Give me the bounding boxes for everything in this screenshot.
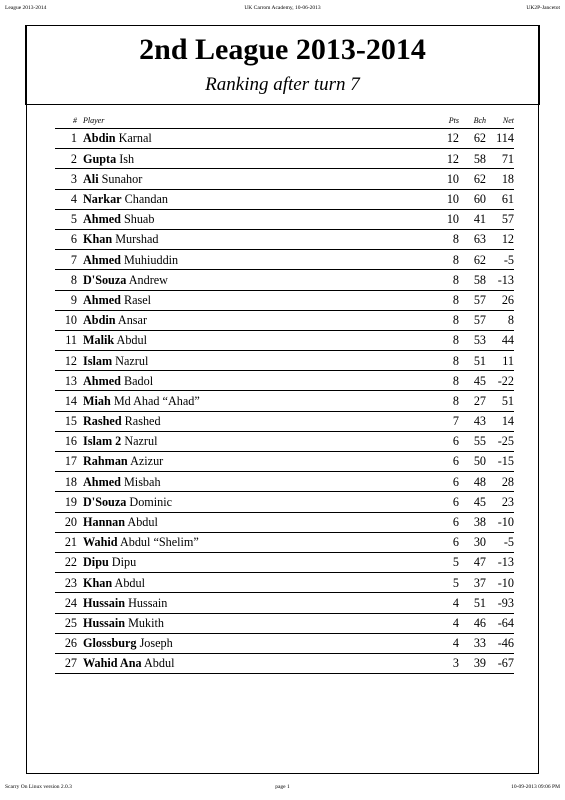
rank-cell: 19	[55, 492, 80, 512]
player-given-name: Hussain	[128, 595, 168, 610]
player-cell	[80, 229, 433, 249]
player-surname: Hussain	[83, 615, 126, 630]
pts-cell: 7	[433, 411, 459, 431]
table-row	[55, 411, 514, 431]
player-given-name: Joseph	[139, 636, 173, 651]
player-surname: Ali	[83, 171, 99, 186]
page-title: 2nd League 2013-2014	[139, 33, 426, 66]
player-given-name: Shuab	[123, 212, 155, 227]
table-row	[55, 209, 514, 229]
net-cell: -15	[486, 452, 514, 472]
table-row	[55, 169, 514, 189]
rank-cell: 1	[55, 129, 80, 149]
net-cell: 114	[486, 129, 514, 149]
player-cell	[80, 573, 433, 593]
pts-cell: 8	[433, 270, 459, 290]
header-right: UK2P-Jancetot	[526, 5, 560, 11]
player-cell	[80, 351, 433, 371]
table-row	[55, 270, 514, 290]
player-given-name: Mukith	[128, 615, 164, 630]
player-cell	[80, 391, 433, 411]
net-cell: 44	[486, 330, 514, 350]
bch-cell: 51	[459, 593, 486, 613]
bch-cell: 37	[459, 573, 486, 593]
table-row	[55, 229, 514, 249]
player-given-name: Azizur	[130, 454, 164, 469]
pts-cell: 6	[433, 492, 459, 512]
table-row	[55, 573, 514, 593]
net-cell: -46	[486, 633, 514, 653]
table-row	[55, 290, 514, 310]
player-given-name: Misbah	[123, 474, 161, 489]
bch-cell: 45	[459, 492, 486, 512]
pts-cell: 5	[433, 552, 459, 572]
player-cell	[80, 330, 433, 350]
footer-left: Scarry On Linux version 2.0.3	[5, 784, 72, 790]
bch-cell: 62	[459, 129, 486, 149]
rank-cell: 6	[55, 229, 80, 249]
player-cell	[80, 189, 433, 209]
player-given-name: Abdul	[143, 656, 175, 671]
bch-cell: 48	[459, 472, 486, 492]
bch-cell: 39	[459, 653, 486, 673]
bch-cell: 58	[459, 270, 486, 290]
player-surname: Rashed	[83, 414, 122, 429]
player-surname: Ahmed	[83, 292, 121, 307]
rank-cell: 16	[55, 431, 80, 451]
rank-cell: 8	[55, 270, 80, 290]
table-row	[55, 431, 514, 451]
player-surname: Rahman	[83, 454, 128, 469]
player-surname: Ahmed	[83, 252, 121, 267]
table-header-row	[55, 112, 514, 129]
pts-cell: 10	[433, 209, 459, 229]
table-row	[55, 613, 514, 633]
net-cell: -10	[486, 573, 514, 593]
column-header-bch: Bch	[459, 112, 486, 129]
player-given-name: Md Ahad “Ahad”	[113, 393, 200, 408]
player-given-name: Dominic	[129, 494, 173, 509]
player-cell	[80, 512, 433, 532]
bch-cell: 62	[459, 250, 486, 270]
player-given-name: Ansar	[117, 313, 148, 328]
bch-cell: 43	[459, 411, 486, 431]
pts-cell: 8	[433, 371, 459, 391]
net-cell: 12	[486, 229, 514, 249]
bch-cell: 62	[459, 169, 486, 189]
rank-cell: 12	[55, 351, 80, 371]
bch-cell: 38	[459, 512, 486, 532]
net-cell: 28	[486, 472, 514, 492]
net-cell: 26	[486, 290, 514, 310]
rank-cell: 21	[55, 532, 80, 552]
player-surname: Malik	[83, 333, 115, 348]
net-cell: -5	[486, 250, 514, 270]
net-cell: -67	[486, 653, 514, 673]
rank-cell: 18	[55, 472, 80, 492]
table-row	[55, 330, 514, 350]
player-cell	[80, 250, 433, 270]
table-row	[55, 633, 514, 653]
player-given-name: Muhiuddin	[123, 252, 179, 267]
rank-cell: 13	[55, 371, 80, 391]
column-header-rank: #	[55, 112, 80, 129]
bch-cell: 41	[459, 209, 486, 229]
rank-cell: 22	[55, 552, 80, 572]
player-given-name: Ish	[119, 151, 135, 166]
bch-cell: 50	[459, 452, 486, 472]
table-row	[55, 391, 514, 411]
pts-cell: 8	[433, 310, 459, 330]
player-surname: Gupta	[83, 151, 117, 166]
net-cell: 11	[486, 351, 514, 371]
player-surname: Abdin	[83, 131, 116, 146]
bch-cell: 30	[459, 532, 486, 552]
pts-cell: 4	[433, 613, 459, 633]
rank-cell: 20	[55, 512, 80, 532]
column-header-player: Player	[80, 112, 433, 129]
rank-cell: 3	[55, 169, 80, 189]
pts-cell: 10	[433, 189, 459, 209]
rank-cell: 4	[55, 189, 80, 209]
ranking-table-body	[55, 129, 514, 674]
bch-cell: 51	[459, 351, 486, 371]
pts-cell: 6	[433, 532, 459, 552]
player-cell	[80, 129, 433, 149]
player-given-name: Abdul	[116, 333, 147, 348]
player-surname: Miah	[83, 393, 111, 408]
player-given-name: Nazrul	[124, 434, 158, 449]
table-row	[55, 532, 514, 552]
player-cell	[80, 532, 433, 552]
player-cell	[80, 492, 433, 512]
pts-cell: 5	[433, 573, 459, 593]
player-given-name: Nazrul	[115, 353, 149, 368]
table-row	[55, 472, 514, 492]
rank-cell: 23	[55, 573, 80, 593]
table-row	[55, 452, 514, 472]
player-surname: Wahid Ana	[83, 656, 142, 671]
pts-cell: 8	[433, 351, 459, 371]
footer-right: 10-09-2013 09:06 PM	[511, 784, 560, 790]
net-cell: 51	[486, 391, 514, 411]
player-cell	[80, 371, 433, 391]
player-given-name: Karnal	[118, 131, 152, 146]
player-cell	[80, 593, 433, 613]
player-surname: Islam 2	[83, 434, 122, 449]
rank-cell: 24	[55, 593, 80, 613]
player-cell	[80, 653, 433, 673]
pts-cell: 12	[433, 129, 459, 149]
player-cell	[80, 169, 433, 189]
net-cell: -25	[486, 431, 514, 451]
table-row	[55, 492, 514, 512]
bch-cell: 46	[459, 613, 486, 633]
player-given-name: Rashed	[124, 414, 161, 429]
bch-cell: 55	[459, 431, 486, 451]
column-header-net: Net	[486, 112, 514, 129]
player-cell	[80, 149, 433, 169]
rank-cell: 9	[55, 290, 80, 310]
player-given-name: Rasel	[123, 292, 152, 307]
net-cell: 71	[486, 149, 514, 169]
rank-cell: 27	[55, 653, 80, 673]
rank-cell: 5	[55, 209, 80, 229]
rank-cell: 15	[55, 411, 80, 431]
player-given-name: Dipu	[111, 555, 137, 570]
player-surname: Narkar	[83, 192, 122, 207]
column-header-pts: Pts	[433, 112, 459, 129]
player-given-name: Badol	[123, 373, 154, 388]
player-surname: Glossburg	[83, 636, 137, 651]
bch-cell: 27	[459, 391, 486, 411]
player-cell	[80, 310, 433, 330]
rank-cell: 10	[55, 310, 80, 330]
player-surname: D'Souza	[83, 494, 127, 509]
player-given-name: Sunahor	[101, 171, 143, 186]
table-row	[55, 593, 514, 613]
rank-cell: 11	[55, 330, 80, 350]
player-surname: Ahmed	[83, 212, 121, 227]
header-left: League 2013-2014	[5, 5, 47, 11]
player-cell	[80, 270, 433, 290]
table-row	[55, 250, 514, 270]
net-cell: -22	[486, 371, 514, 391]
table-row	[55, 189, 514, 209]
bch-cell: 58	[459, 149, 486, 169]
player-surname: Khan	[83, 232, 113, 247]
net-cell: -5	[486, 532, 514, 552]
bch-cell: 60	[459, 189, 486, 209]
player-given-name: Abdul “Shelim”	[119, 535, 199, 550]
bch-cell: 33	[459, 633, 486, 653]
player-surname: Hannan	[83, 515, 126, 530]
pts-cell: 6	[433, 472, 459, 492]
table-row	[55, 552, 514, 572]
net-cell: 8	[486, 310, 514, 330]
table-row	[55, 653, 514, 673]
player-surname: Dipu	[83, 555, 109, 570]
player-cell	[80, 633, 433, 653]
player-given-name: Andrew	[128, 272, 168, 287]
player-surname: D'Souza	[83, 272, 127, 287]
player-cell	[80, 613, 433, 633]
player-cell	[80, 431, 433, 451]
net-cell: -10	[486, 512, 514, 532]
table-row	[55, 371, 514, 391]
pts-cell: 6	[433, 431, 459, 451]
player-surname: Abdin	[83, 313, 116, 328]
player-surname: Khan	[83, 575, 113, 590]
pts-cell: 8	[433, 391, 459, 411]
bch-cell: 57	[459, 310, 486, 330]
title-box	[25, 25, 540, 105]
pts-cell: 4	[433, 633, 459, 653]
bch-cell: 63	[459, 229, 486, 249]
player-given-name: Abdul	[114, 575, 145, 590]
bch-cell: 45	[459, 371, 486, 391]
pts-cell: 4	[433, 593, 459, 613]
player-surname: Islam	[83, 353, 113, 368]
pts-cell: 8	[433, 229, 459, 249]
rank-cell: 14	[55, 391, 80, 411]
pts-cell: 6	[433, 512, 459, 532]
footer-page-number: page 1	[275, 784, 290, 790]
player-surname: Hussain	[83, 595, 126, 610]
pts-cell: 10	[433, 169, 459, 189]
player-given-name: Murshad	[115, 232, 159, 247]
pts-cell: 12	[433, 149, 459, 169]
table-row	[55, 512, 514, 532]
rank-cell: 25	[55, 613, 80, 633]
net-cell: -13	[486, 552, 514, 572]
player-cell	[80, 472, 433, 492]
rank-cell: 26	[55, 633, 80, 653]
pts-cell: 8	[433, 290, 459, 310]
header-center: UK Carrom Academy, 10-06-2013	[244, 5, 321, 11]
rank-cell: 7	[55, 250, 80, 270]
table-row	[55, 129, 514, 149]
player-cell	[80, 209, 433, 229]
net-cell: 23	[486, 492, 514, 512]
player-cell	[80, 290, 433, 310]
rank-cell: 2	[55, 149, 80, 169]
net-cell: 57	[486, 209, 514, 229]
player-surname: Wahid	[83, 535, 118, 550]
rank-cell: 17	[55, 452, 80, 472]
pts-cell: 3	[433, 653, 459, 673]
table-row	[55, 149, 514, 169]
player-given-name: Chandan	[124, 192, 168, 207]
net-cell: -93	[486, 593, 514, 613]
player-cell	[80, 452, 433, 472]
net-cell: -13	[486, 270, 514, 290]
page-subtitle: Ranking after turn 7	[205, 74, 360, 95]
player-surname: Ahmed	[83, 373, 121, 388]
player-given-name: Abdul	[127, 515, 158, 530]
ranking-table	[55, 112, 514, 674]
net-cell: 61	[486, 189, 514, 209]
player-cell	[80, 552, 433, 572]
player-surname: Ahmed	[83, 474, 121, 489]
pts-cell: 8	[433, 250, 459, 270]
table-row	[55, 310, 514, 330]
bch-cell: 53	[459, 330, 486, 350]
bch-cell: 47	[459, 552, 486, 572]
net-cell: 18	[486, 169, 514, 189]
bch-cell: 57	[459, 290, 486, 310]
pts-cell: 6	[433, 452, 459, 472]
player-cell	[80, 411, 433, 431]
net-cell: 14	[486, 411, 514, 431]
net-cell: -64	[486, 613, 514, 633]
pts-cell: 8	[433, 330, 459, 350]
table-row	[55, 351, 514, 371]
